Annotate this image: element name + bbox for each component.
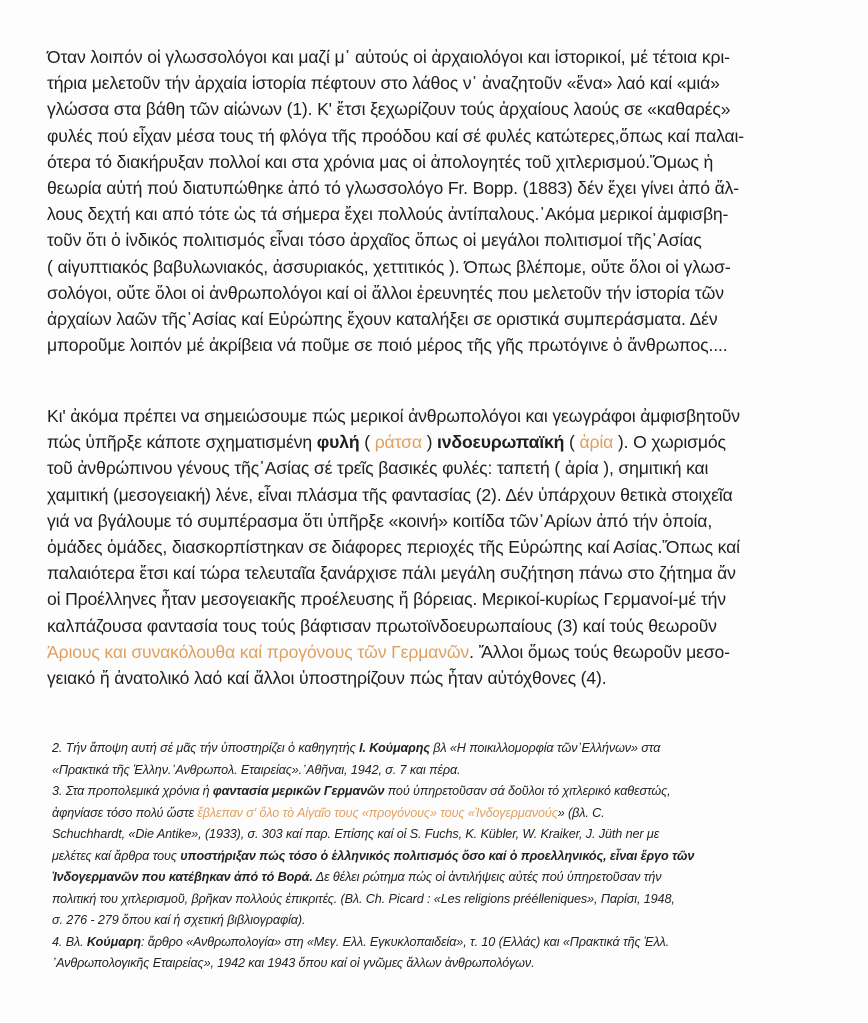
text-line: φυλές πού εἶχαν μέσα τους τή φλόγα τῆς προόδου καί σέ φυλές κατώτερες,ὅπως καί παλαι- <box>47 125 744 146</box>
text-line: χαμιτική (μεσογειακή) λένε, εἶναι πλάσμα τῆς φαντασίας (2). Δέν ὑπάρχουν θετικὰ στοιχεῖα <box>47 484 733 505</box>
text-run: 3. Στα προπολεμικά χρόνια ἡ <box>52 784 213 798</box>
footnote-2-line: «Πρακτικά τῆς Ἑλλην.᾽Ανθρωπολ. Εταιρείας».᾽Αθῆναι, 1942, σ. 7 και πέρα. <box>52 762 461 777</box>
footnote-3-line: πολιτική του χιτλερισμοῦ, βρῆκαν πολλούς ἐπικριτές. (Βλ. Ch. Picard : «Les religions préélleniques», Παρίσι, 1948, <box>52 891 675 906</box>
text-run: : ἄρθρο «Ανθρωπολογία» στη «Μεγ. Ελλ. Εγκυκλοπαιδεία», τ. 10 (Ελλάς) και «Πρακτικά τῆς Ἑλλ. <box>140 934 670 949</box>
footnote-4-line <box>52 932 852 954</box>
footnote-3-line <box>52 781 852 803</box>
footnote-2-line <box>52 738 852 760</box>
bold-author: Ι. Κούμαρης <box>359 741 430 755</box>
text-line: παλαιότερα ἔτσι καί τώρα τελευταῖα ξανάρχισε πάλι μεγάλη συζήτηση πάνω στο ζήτημα ἄν <box>47 563 736 584</box>
text-line: σολόγοι, οὔτε ὅλοι οἱ ἀνθρωπολόγοι καί οἱ ἄλλοι ἐρευνητές που μελετοῦν τήν ἱστορία τῶν <box>47 282 724 303</box>
text-line: ( αἰγυπτιακός βαβυλωνιακός, ἀσσυριακός, χεττιτικός ). Όπως βλέπομε, οὔτε ὅλοι οἱ γλωσ- <box>47 256 731 277</box>
text-run: » (βλ. C. <box>557 805 605 820</box>
text-run: βλ «Η ποικιλλομορφία τῶν᾽Ελλήνων» στα <box>429 741 661 755</box>
text-line: οἱ Προέλληνες ἦταν μεσογειακῆς προέλευσης ἤ βόρειας. Μερικοί-κυρίως Γερμανοί-μέ τήν <box>47 589 726 610</box>
text-line: λους δεχτή και από τότε ὡς τά σήμερα ἔχει πολλούς ἀντίπαλους.᾽Ακόμα μερικοί ἀμφισβη- <box>47 204 729 225</box>
footnotes <box>52 738 852 975</box>
footnote-3-line: σ. 276 - 279 ὅπου καί ἡ σχετική βιβλιογραφία). <box>52 913 306 927</box>
bold-phrase: φαντασία μερικῶν Γερμανῶν <box>212 784 385 798</box>
text-line: μποροῦμε λοιπόν μέ ἀκρίβεια νά ποῦμε σε ποιό μέρος τῆς γῆς πρωτόγινε ὁ ἄνθρωπος.... <box>47 335 728 356</box>
footnote-3-line <box>52 803 852 825</box>
text-line: Κι' ἀκόμα πρέπει να σημειώσουμε πώς μερικοί ἀνθρωπολόγοι και γεωγράφοι ἀμφισβητοῦν <box>47 406 740 426</box>
text-line <box>47 639 847 665</box>
bold-term-indoeuropean: ινδοευρωπαϊκή <box>437 432 565 453</box>
text-run: Δε θέλει ρώτημα πώς οἱ ἀντιλήψεις αὐτές πού ὑπηρετοῦσαν τήν <box>312 870 662 884</box>
text-line <box>47 429 847 455</box>
highlight-phrase: ἔβλεπαν σ' ὅλο τὸ Αἰγαῖο τους «προγόνους» τους «Ἰνδογερμανούς <box>197 805 558 820</box>
bold-phrase: υποστήριξαν πώς τόσο ὁ ἑλληνικός πολιτισμός ὅσο καί ὁ προελληνικός, εἶναι ἔργο τῶν <box>180 848 695 863</box>
text-run: . Ἄλλοι ὅμως τούς θεωροῦν μεσο- <box>469 641 730 662</box>
highlight-aria: ἀρία <box>579 432 614 453</box>
text-line: ὁμάδες ὁμάδες, διασκορπίστηκαν σε διάφορες περιοχές τῆς Εὐρώπης καί Ασίας.Ὅπως καί <box>47 537 740 558</box>
text-line: ἀρχαίων λαῶν τῆς᾽Ασίας καί Εὐρώπης ἔχουν καταλήξει σε οριστικά συμπεράσματα. Δέν <box>47 309 718 330</box>
paragraph-1 <box>47 44 847 358</box>
text-run: ( <box>564 432 580 453</box>
text-run: πού ὑπηρετοῦσαν σά δοῦλοι τό χιτλερικό καθεστώς, <box>384 784 671 798</box>
text-line: γιά να βγάλουμε τό συμπέρασμα ὅτι ὑπῆρξε «κοινή» κοιτίδα τῶν᾽Αρίων ἀπό τήν ὁποία, <box>47 510 713 531</box>
text-line: ότερα τό διακήρυξαν πολλοί και στα χρόνια μας οἱ ἀπολογητές τοῦ χιτλερισμού.Ὅμως ἡ <box>47 151 714 172</box>
bold-term-fyli: φυλή <box>316 432 360 453</box>
text-run: ἀφηνίασε τόσο πολύ ὥστε <box>52 805 198 820</box>
bold-author: Κούμαρη <box>86 934 141 949</box>
highlight-ratsa: ράτσα <box>374 432 422 453</box>
footnote-4-line: ᾽Ανθρωπολογικῆς Εταιρείας», 1942 και 1943 ὅπου καί οἱ γνῶμες ἄλλων ἀνθρωπολόγων. <box>52 956 535 970</box>
text-line: τοῦ ἀνθρώπινου γένους τῆς᾽Ασίας σέ τρεῖς βασικές φυλές: ταπετή ( ἀρία ), σημιτική και <box>47 458 709 479</box>
text-run: μελέτες καί ἄρθρα τους <box>52 848 181 863</box>
text-run: πώς ὑπῆρξε κάποτε σχηματισμένη <box>47 432 317 453</box>
bold-phrase: Ἰνδογερμανῶν που κατέβηκαν ἀπό τό Βορά. <box>52 870 313 884</box>
text-line: γειακό ἤ ἀνατολικό λαό καί ἄλλοι ὑποστηρίζουν πώς ἦταν αὐτόχθονες (4). <box>47 668 607 689</box>
text-line: τήρια μελετοῦν τήν ἀρχαία ἱστορία πέφτουν στο λάθος ν᾽ ἀναζητοῦν «ἕνα» λαό καί «μιά» <box>47 73 720 94</box>
highlight-arians-ancestors: Άριους και συνακόλουθα καί προγόνους τῶν Γερμανῶν <box>47 641 470 662</box>
text-line: θεωρία αὐτή πού διατυπώθηκε ἀπό τό γλωσσολόγο Fr. Bopp. (1883) δέν ἔχει γίνει ἀπό ἄλ- <box>47 178 739 199</box>
text-run: ) <box>421 432 438 453</box>
text-line: γλώσσα στα βάθη τῶν αἰώνων (1). Κ' ἔτσι ξεχωρίζουν τούς ἀρχαίους λαούς σε «καθαρές» <box>47 99 731 120</box>
text-run: ( <box>359 432 375 453</box>
footnote-3-line: Schuchhardt, «Die Antike», (1933), σ. 303 καί παρ. Επίσης καί οἱ S. Fuchs, K. Kübler, W. Kraiker, J. Jüth ner με <box>52 827 660 841</box>
text-line: τοῦν ὅτι ὁ ἰνδικός πολιτισμός εἶναι τόσο ἀρχαῖος ὅπως οἱ μεγάλοι πολιτισμοί τῆς᾽Ασίας <box>47 230 702 251</box>
text-run: 2. Τήν ἄποψη αυτή σέ μᾶς τήν ὑποστηρίζει ὁ καθηγητής <box>52 741 360 755</box>
text-line: Όταν λοιπόν οἱ γλωσσολόγοι και μαζί μ᾽ αὐτούς οἱ ἀρχαιολόγοι και ἱστορικοί, μέ τέτοια κρι- <box>47 47 730 67</box>
text-run: ). Ο χωρισμός <box>613 432 726 453</box>
footnote-3-line <box>52 867 852 889</box>
paragraph-2 <box>47 403 847 691</box>
text-line: καλπάζουσα φαντασία τους τούς βάφτισαν πρωτοϊνδοευρωπαίους (3) καί τούς θεωροῦν <box>47 615 717 636</box>
footnote-3-line <box>52 846 852 868</box>
text-run: 4. Βλ. <box>52 934 87 949</box>
